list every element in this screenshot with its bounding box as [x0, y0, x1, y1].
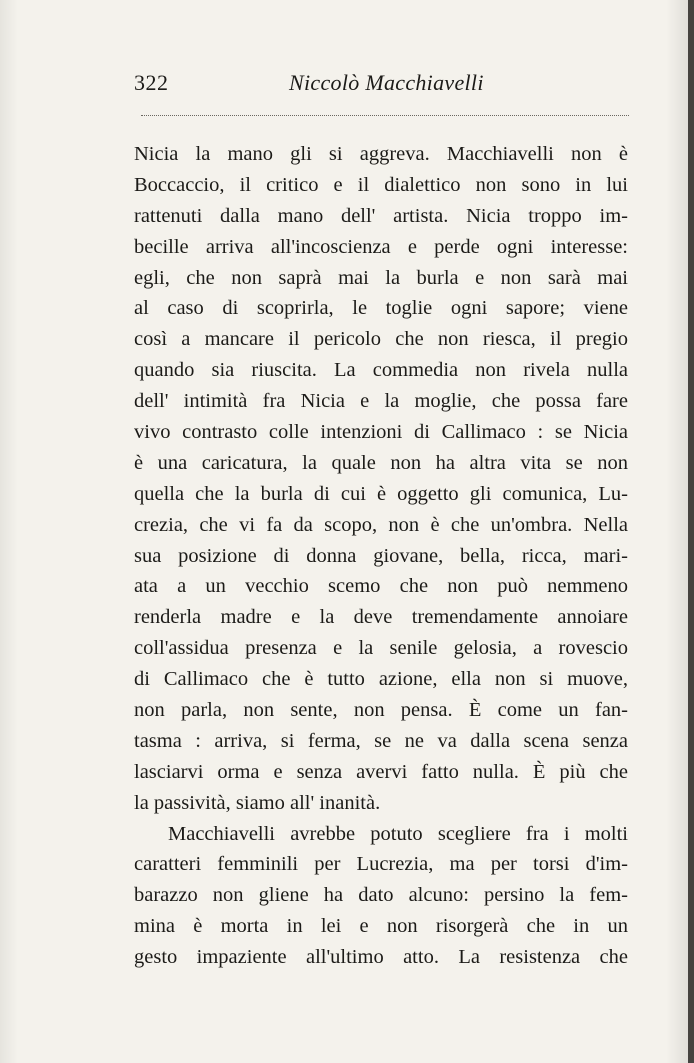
- text-line: lasciarvi orma e senza avervi fatto nulla. È più che: [134, 760, 628, 783]
- text-line: coll'assidua presenza e la senile gelosia, a rovescio: [134, 637, 628, 660]
- text-line: rattenuti dalla mano dell' artista. Nicia troppo im-: [134, 204, 628, 227]
- paragraph-end-line: la passività, siamo all' inanità.: [134, 791, 381, 814]
- text-line: crezia, che vi fa da scopo, non è che un'ombra. Nella: [134, 513, 628, 536]
- text-line: sua posizione di donna giovane, bella, ricca, mari-: [134, 544, 628, 567]
- text-line: vivo contrasto colle intenzioni di Callimaco : se Nicia: [134, 421, 628, 444]
- text-line: tasma : arriva, si ferma, se ne va dalla scena senza: [134, 729, 628, 752]
- text-line: egli, che non saprà mai la burla e non sarà mai: [134, 266, 628, 289]
- page-number: 322: [134, 70, 169, 95]
- running-title: Niccolò Macchiavelli: [289, 70, 484, 95]
- text-line: mina è morta in lei e non risorgerà che in un: [134, 915, 628, 938]
- text-line: caratteri femminili per Lucrezia, ma per torsi d'im-: [134, 853, 628, 876]
- body-text: [134, 139, 628, 973]
- text-line: renderla madre e la deve tremendamente annoiare: [134, 606, 628, 629]
- text-line: non parla, non sente, non pensa. È come un fan-: [134, 699, 628, 722]
- page-edge-shadow: [688, 0, 694, 1063]
- text-line: barazzo non gliene ha dato alcuno: persino la fem-: [134, 884, 628, 907]
- running-header: [134, 70, 626, 100]
- text-line: Nicia la mano gli si aggreva. Macchiavelli non è: [134, 143, 628, 165]
- text-line: così a mancare il pericolo che non riesca, il pregio: [134, 328, 628, 351]
- text-line: becille arriva all'incoscienza e perde ogni interesse:: [134, 235, 628, 258]
- paragraph-first-line: Macchiavelli avrebbe potuto scegliere fra i molti: [168, 822, 628, 845]
- text-line: quando sia riuscita. La commedia non rivela nulla: [134, 359, 628, 382]
- text-line: quella che la burla di cui è oggetto gli comunica, Lu-: [134, 482, 628, 505]
- header-rule: [141, 115, 629, 116]
- text-line: è una caricatura, la quale non ha altra vita se non: [134, 451, 628, 474]
- text-line: al caso di scoprirla, le toglie ogni sapore; viene: [134, 297, 628, 320]
- text-line: dell' intimità fra Nicia e la moglie, che possa fare: [134, 390, 628, 413]
- text-line: gesto impaziente all'ultimo atto. La resistenza che: [134, 946, 628, 969]
- text-line: ata a un vecchio scemo che non può nemmeno: [134, 575, 628, 598]
- text-line: di Callimaco che è tutto azione, ella non si muove,: [134, 668, 628, 691]
- text-line: Boccaccio, il critico e il dialettico non sono in lui: [134, 173, 628, 196]
